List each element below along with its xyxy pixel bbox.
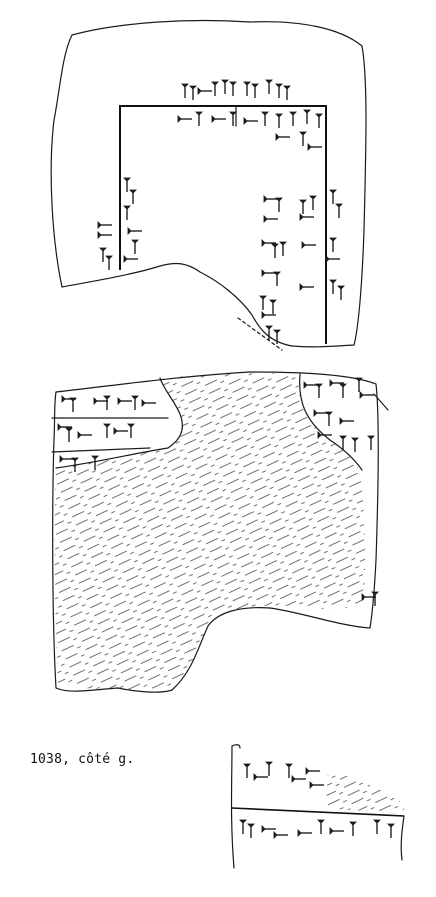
side-view [232,745,405,868]
figure-caption: 1038, côté g. [30,752,135,767]
cuneiform-signs-upper [98,80,344,344]
upper-fragment [51,21,366,350]
lower-fragment [52,372,388,692]
